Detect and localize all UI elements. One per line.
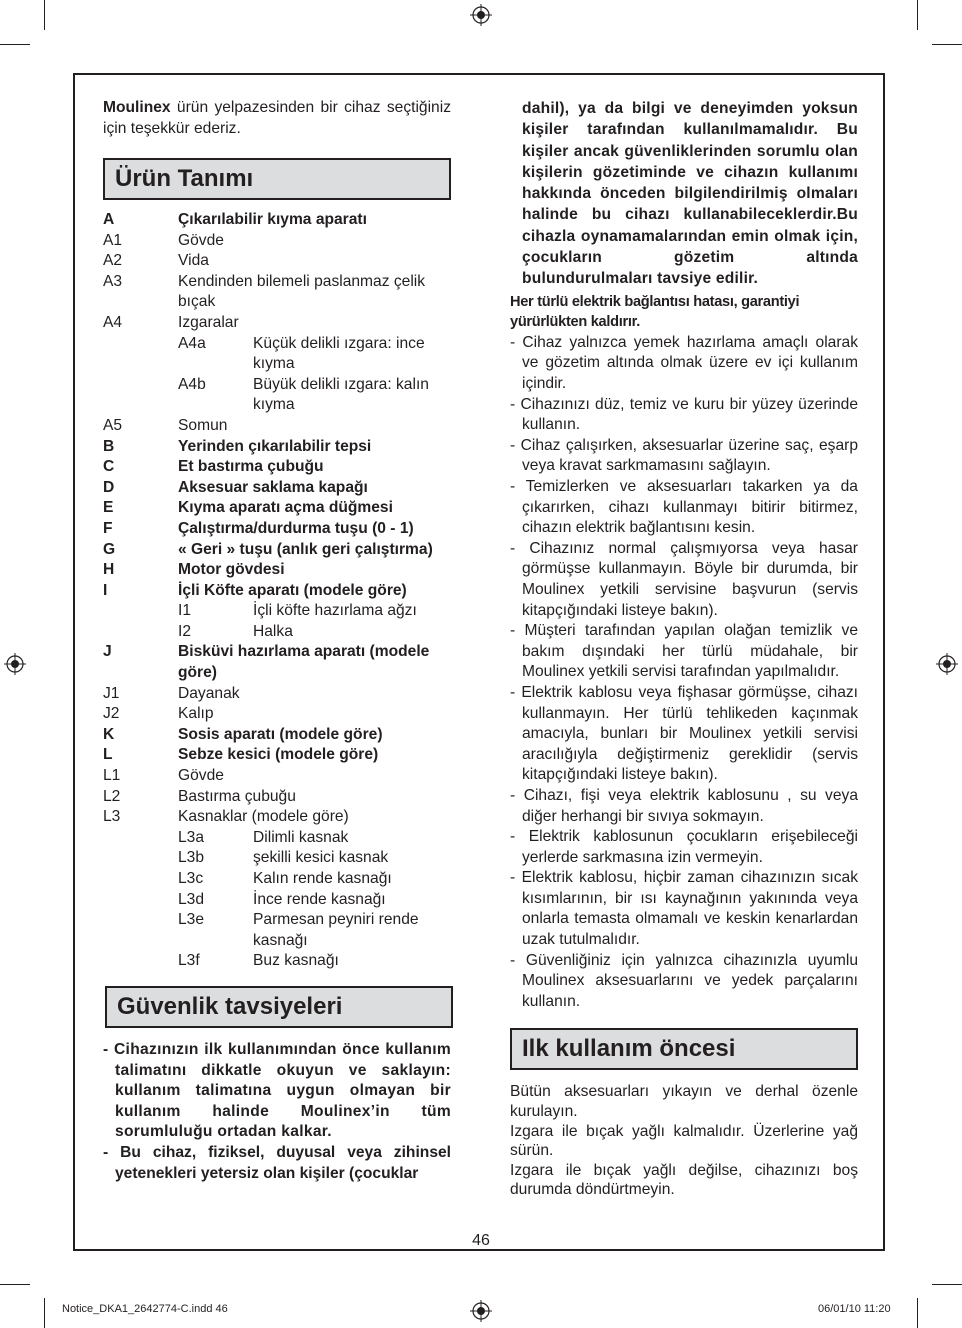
part-row xyxy=(103,375,451,416)
crop-mark xyxy=(932,44,962,45)
part-code: A xyxy=(103,211,115,228)
part-row xyxy=(103,869,451,890)
right-column xyxy=(510,98,858,1200)
part-row xyxy=(103,313,451,334)
footer-date: 06/01/10 11:20 xyxy=(818,1303,891,1315)
part-name: Parmesan peyniri rende kasnağı xyxy=(253,911,419,949)
first-use-paragraph: Izgara ile bıçak yağlı kalmalıdır. Üzerlerine yağ sürün. xyxy=(510,1122,858,1160)
safety-item: - Cihazı, fişi veya elektrik kablosunu , su veya diğer herhangi bir sıvıya sokmayın. xyxy=(510,786,858,825)
part-code: E xyxy=(103,499,114,517)
part-name: Motor gövdesi xyxy=(178,561,285,579)
part-name: Yerinden çıkarılabilir tepsi xyxy=(178,437,372,455)
part-code: L3a xyxy=(178,828,205,846)
part-code: F xyxy=(103,519,113,537)
part-name: Gövde xyxy=(178,767,224,785)
section-heading-product-text: Ürün Tanımı xyxy=(115,164,254,192)
footer-file: Notice_DKA1_2642774-C.indd 46 xyxy=(62,1303,228,1315)
intro-paragraph xyxy=(103,98,451,140)
left-column xyxy=(103,98,451,1184)
part-row xyxy=(103,725,451,746)
part-row xyxy=(103,251,451,272)
part-code: L3f xyxy=(178,952,200,970)
crop-mark xyxy=(917,1298,918,1328)
page-number: 46 xyxy=(472,1232,490,1249)
part-code: B xyxy=(103,437,115,455)
first-use-text xyxy=(510,1082,858,1200)
section-heading-safety xyxy=(105,986,453,1028)
part-row xyxy=(103,437,451,458)
crop-mark xyxy=(0,1284,30,1285)
part-name: Gövde xyxy=(178,231,224,249)
part-name: Kıyma aparatı açma düğmesi xyxy=(178,499,393,517)
crop-mark xyxy=(917,0,918,30)
part-name: Küçük delikli ızgara: ince kıyma xyxy=(253,334,425,373)
registration-mark-icon xyxy=(936,653,958,675)
crop-mark xyxy=(0,44,30,45)
part-code: A4a xyxy=(178,334,206,352)
part-code: D xyxy=(103,478,115,496)
part-code: A5 xyxy=(103,416,123,434)
part-code: J xyxy=(103,643,112,661)
part-code: I1 xyxy=(178,602,192,620)
safety-item: - Bu cihaz, fiziksel, duyusal veya zihinsel yetenekleri yetersiz olan kişiler (çocuklar xyxy=(103,1143,451,1182)
part-name: İnce rende kasnağı xyxy=(253,890,386,908)
part-code: C xyxy=(103,458,115,476)
part-code: L3b xyxy=(178,849,205,867)
safety-item: - Cihazınızı düz, temiz ve kuru bir yüzey üzerinde kullanın. xyxy=(510,395,858,434)
part-name: Somun xyxy=(178,416,228,434)
crop-mark xyxy=(44,0,45,30)
part-name: Dilimli kasnak xyxy=(253,828,349,846)
part-code: G xyxy=(103,540,116,558)
section-heading-product xyxy=(103,158,451,200)
registration-mark-icon xyxy=(470,4,492,26)
safety-item: - Cihazınız normal çalışmıyorsa veya hasar görmüşse kullanmayın. Böyle bir durumda, bir Moulinex yetkili servisine başvurun (servis kitapçığındaki listeye bakın). xyxy=(510,539,858,619)
part-name: Kalın rende kasnağı xyxy=(253,870,392,887)
part-name: Aksesuar saklama kapağı xyxy=(178,478,368,496)
part-name: Buz kasnağı xyxy=(253,952,339,970)
part-name: Kalıp xyxy=(178,705,214,723)
part-code: L xyxy=(103,746,113,764)
part-row xyxy=(103,231,451,252)
part-row xyxy=(103,498,451,519)
part-name: Sebze kesici (modele göre) xyxy=(178,746,379,764)
part-code: J1 xyxy=(103,684,120,702)
part-row xyxy=(103,540,451,561)
safety-item: - Müşteri tarafından yapılan olağan temizlik ve bakım dışındaki her türlü müdahale, bir Moulinex yetkili servisi tarafından yapılmalıdır. xyxy=(510,622,858,681)
warranty-note: Her türlü elektrik bağlantısı hatası, garantiyi yürürlükten kaldırır. xyxy=(510,293,800,331)
safety-item: - Cihaz yalnızca yemek hazırlama amaçlı olarak ve gözetim altında olmak üzere ev içi kullanım içindir. xyxy=(510,333,858,393)
part-code: L1 xyxy=(103,767,121,785)
part-name: Dayanak xyxy=(178,684,240,702)
part-name: Kasnaklar (modele göre) xyxy=(178,808,349,826)
part-name: Büyük delikli ızgara: kalın kıyma xyxy=(253,375,429,414)
part-row xyxy=(103,642,451,683)
part-name: Izgaralar xyxy=(178,313,239,331)
part-name: Halka xyxy=(253,622,293,640)
part-row xyxy=(103,210,451,231)
part-code: L3 xyxy=(103,808,121,826)
part-row xyxy=(103,951,451,972)
brand-name: Moulinex xyxy=(103,99,171,116)
part-name: İçli Köfte aparatı (modele göre) xyxy=(178,581,407,599)
part-row xyxy=(103,560,451,581)
part-code: I2 xyxy=(178,622,192,640)
part-name: Vida xyxy=(178,252,209,270)
part-name: şekilli kesici kasnak xyxy=(253,849,389,867)
part-row xyxy=(103,890,451,911)
part-code: A3 xyxy=(103,272,123,290)
part-code: I xyxy=(103,581,108,599)
crop-mark xyxy=(44,1298,45,1328)
part-code: A2 xyxy=(103,252,123,270)
part-row xyxy=(103,272,451,313)
part-row xyxy=(103,581,451,602)
part-row xyxy=(103,519,451,540)
safety-continued: dahil), ya da bilgi ve deneyimden yoksun kişiler tarafından kullanılmamalıdır. Bu kişiler ancak güvenliklerinden sorumlu olan kişilerin gözetiminde ve cihazın kullanımı hakkında önceden bilgilendirilmiş olmaları halinde bu cihazı kullanabileceklerdir.Bu cihazla oynamamalarından emin olmak için, çocukların gözetim altında bulundurulmaları tavsiye edilir. xyxy=(522,100,858,288)
part-row xyxy=(103,766,451,787)
part-code: H xyxy=(103,561,115,579)
part-code: L3c xyxy=(178,870,204,887)
part-name: Et bastırma çubuğu xyxy=(178,458,324,476)
part-row xyxy=(103,704,451,725)
part-code: L3e xyxy=(178,911,205,929)
safety-left-list xyxy=(103,1040,451,1184)
safety-item: - Elektrik kablosu veya fişhasar görmüşse, cihazı kullanmayın. Her türlü tehlikeden kaçınmak amacıyla, bunları bir Moulinex yetkili servisi aracılığıyla değiştirmeniz gereklidir (servis kitapçığındaki listeye bakın). xyxy=(510,683,858,784)
part-name: Bastırma çubuğu xyxy=(178,787,296,805)
parts-list xyxy=(103,210,451,972)
part-code: L2 xyxy=(103,787,121,805)
safety-item: - Elektrik kablosunun çocukların erişebileceği yerlerde sarkmasına izin vermeyin. xyxy=(510,828,858,866)
safety-right-list xyxy=(510,333,858,1013)
part-name: Sosis aparatı (modele göre) xyxy=(178,725,383,743)
part-row xyxy=(103,848,451,869)
first-use-paragraph: Izgara ile bıçak yağlı değilse, cihazınızı boş durumda döndürtmeyin. xyxy=(510,1161,858,1199)
part-name: Çıkarılabilir kıyma aparatı xyxy=(178,211,367,228)
part-code: J2 xyxy=(103,705,120,723)
part-row xyxy=(103,622,451,643)
crop-mark xyxy=(932,1284,962,1285)
part-row xyxy=(103,334,451,375)
part-row xyxy=(103,828,451,849)
part-row xyxy=(103,787,451,808)
part-row xyxy=(103,745,451,766)
part-row xyxy=(103,684,451,705)
intro-text: ürün yelpazesinden bir cihaz seçtiğiniz için teşekkür ederiz. xyxy=(103,99,451,137)
part-name: Bisküvi hazırlama aparatı (modele göre) xyxy=(178,643,430,682)
safety-item: - Cihazınızın ilk kullanımından önce kullanım talimatını dikkatle okuyun ve saklayın: kullanım talimatına uygun olmayan bir kullanım halinde Moulinex’in tüm sorumluluğu ortadan kalkar. xyxy=(103,1040,451,1141)
part-code: A4 xyxy=(103,313,123,331)
part-name: « Geri » tuşu (anlık geri çalıştırma) xyxy=(178,540,433,558)
registration-mark-icon xyxy=(4,653,26,675)
part-name: Çalıştırma/durdurma tuşu (0 - 1) xyxy=(178,519,414,537)
section-heading-safety-text: Güvenlik tavsiyeleri xyxy=(117,992,343,1020)
section-heading-first-use-text: Ilk kullanım öncesi xyxy=(522,1035,736,1063)
safety-item: - Elektrik kablosu, hiçbir zaman cihazınızın sıcak kısımlarının, bir ısı kaynağının yakınında veya onlarla temasta olmamalı ve keskin kenarlardan uzak tutulmalıdır. xyxy=(510,869,858,949)
part-row xyxy=(103,807,451,828)
section-heading-first-use xyxy=(510,1028,858,1070)
safety-item: - Güvenliğiniz için yalnızca cihazınızla uyumlu Moulinex aksesuarlarını ve yedek parçalarını kullanın. xyxy=(510,951,858,1010)
part-code: A4b xyxy=(178,375,206,393)
part-code: A1 xyxy=(103,231,123,249)
part-name: Kendinden bilemeli paslanmaz çelik bıçak xyxy=(178,272,426,311)
part-row xyxy=(103,910,451,951)
part-name: İçli köfte hazırlama ağzı xyxy=(253,602,417,620)
safety-item: - Temizlerken ve aksesuarları takarken ya da çıkarırken, cihazı kullanmayı bitirir bitirmez, cihazın elektrik bağlantısını kesin. xyxy=(510,478,858,537)
part-row xyxy=(103,478,451,499)
part-row xyxy=(103,457,451,478)
safety-item: - Cihaz çalışırken, aksesuarlar üzerine saç, eşarp veya kravat sarkmamasını sağlayın. xyxy=(510,436,858,475)
part-row xyxy=(103,601,451,622)
registration-mark-icon xyxy=(470,1300,492,1322)
part-row xyxy=(103,416,451,437)
part-code: L3d xyxy=(178,890,205,908)
first-use-paragraph: Bütün aksesuarları yıkayın ve derhal özenle kurulayın. xyxy=(510,1083,858,1121)
part-code: K xyxy=(103,725,115,743)
